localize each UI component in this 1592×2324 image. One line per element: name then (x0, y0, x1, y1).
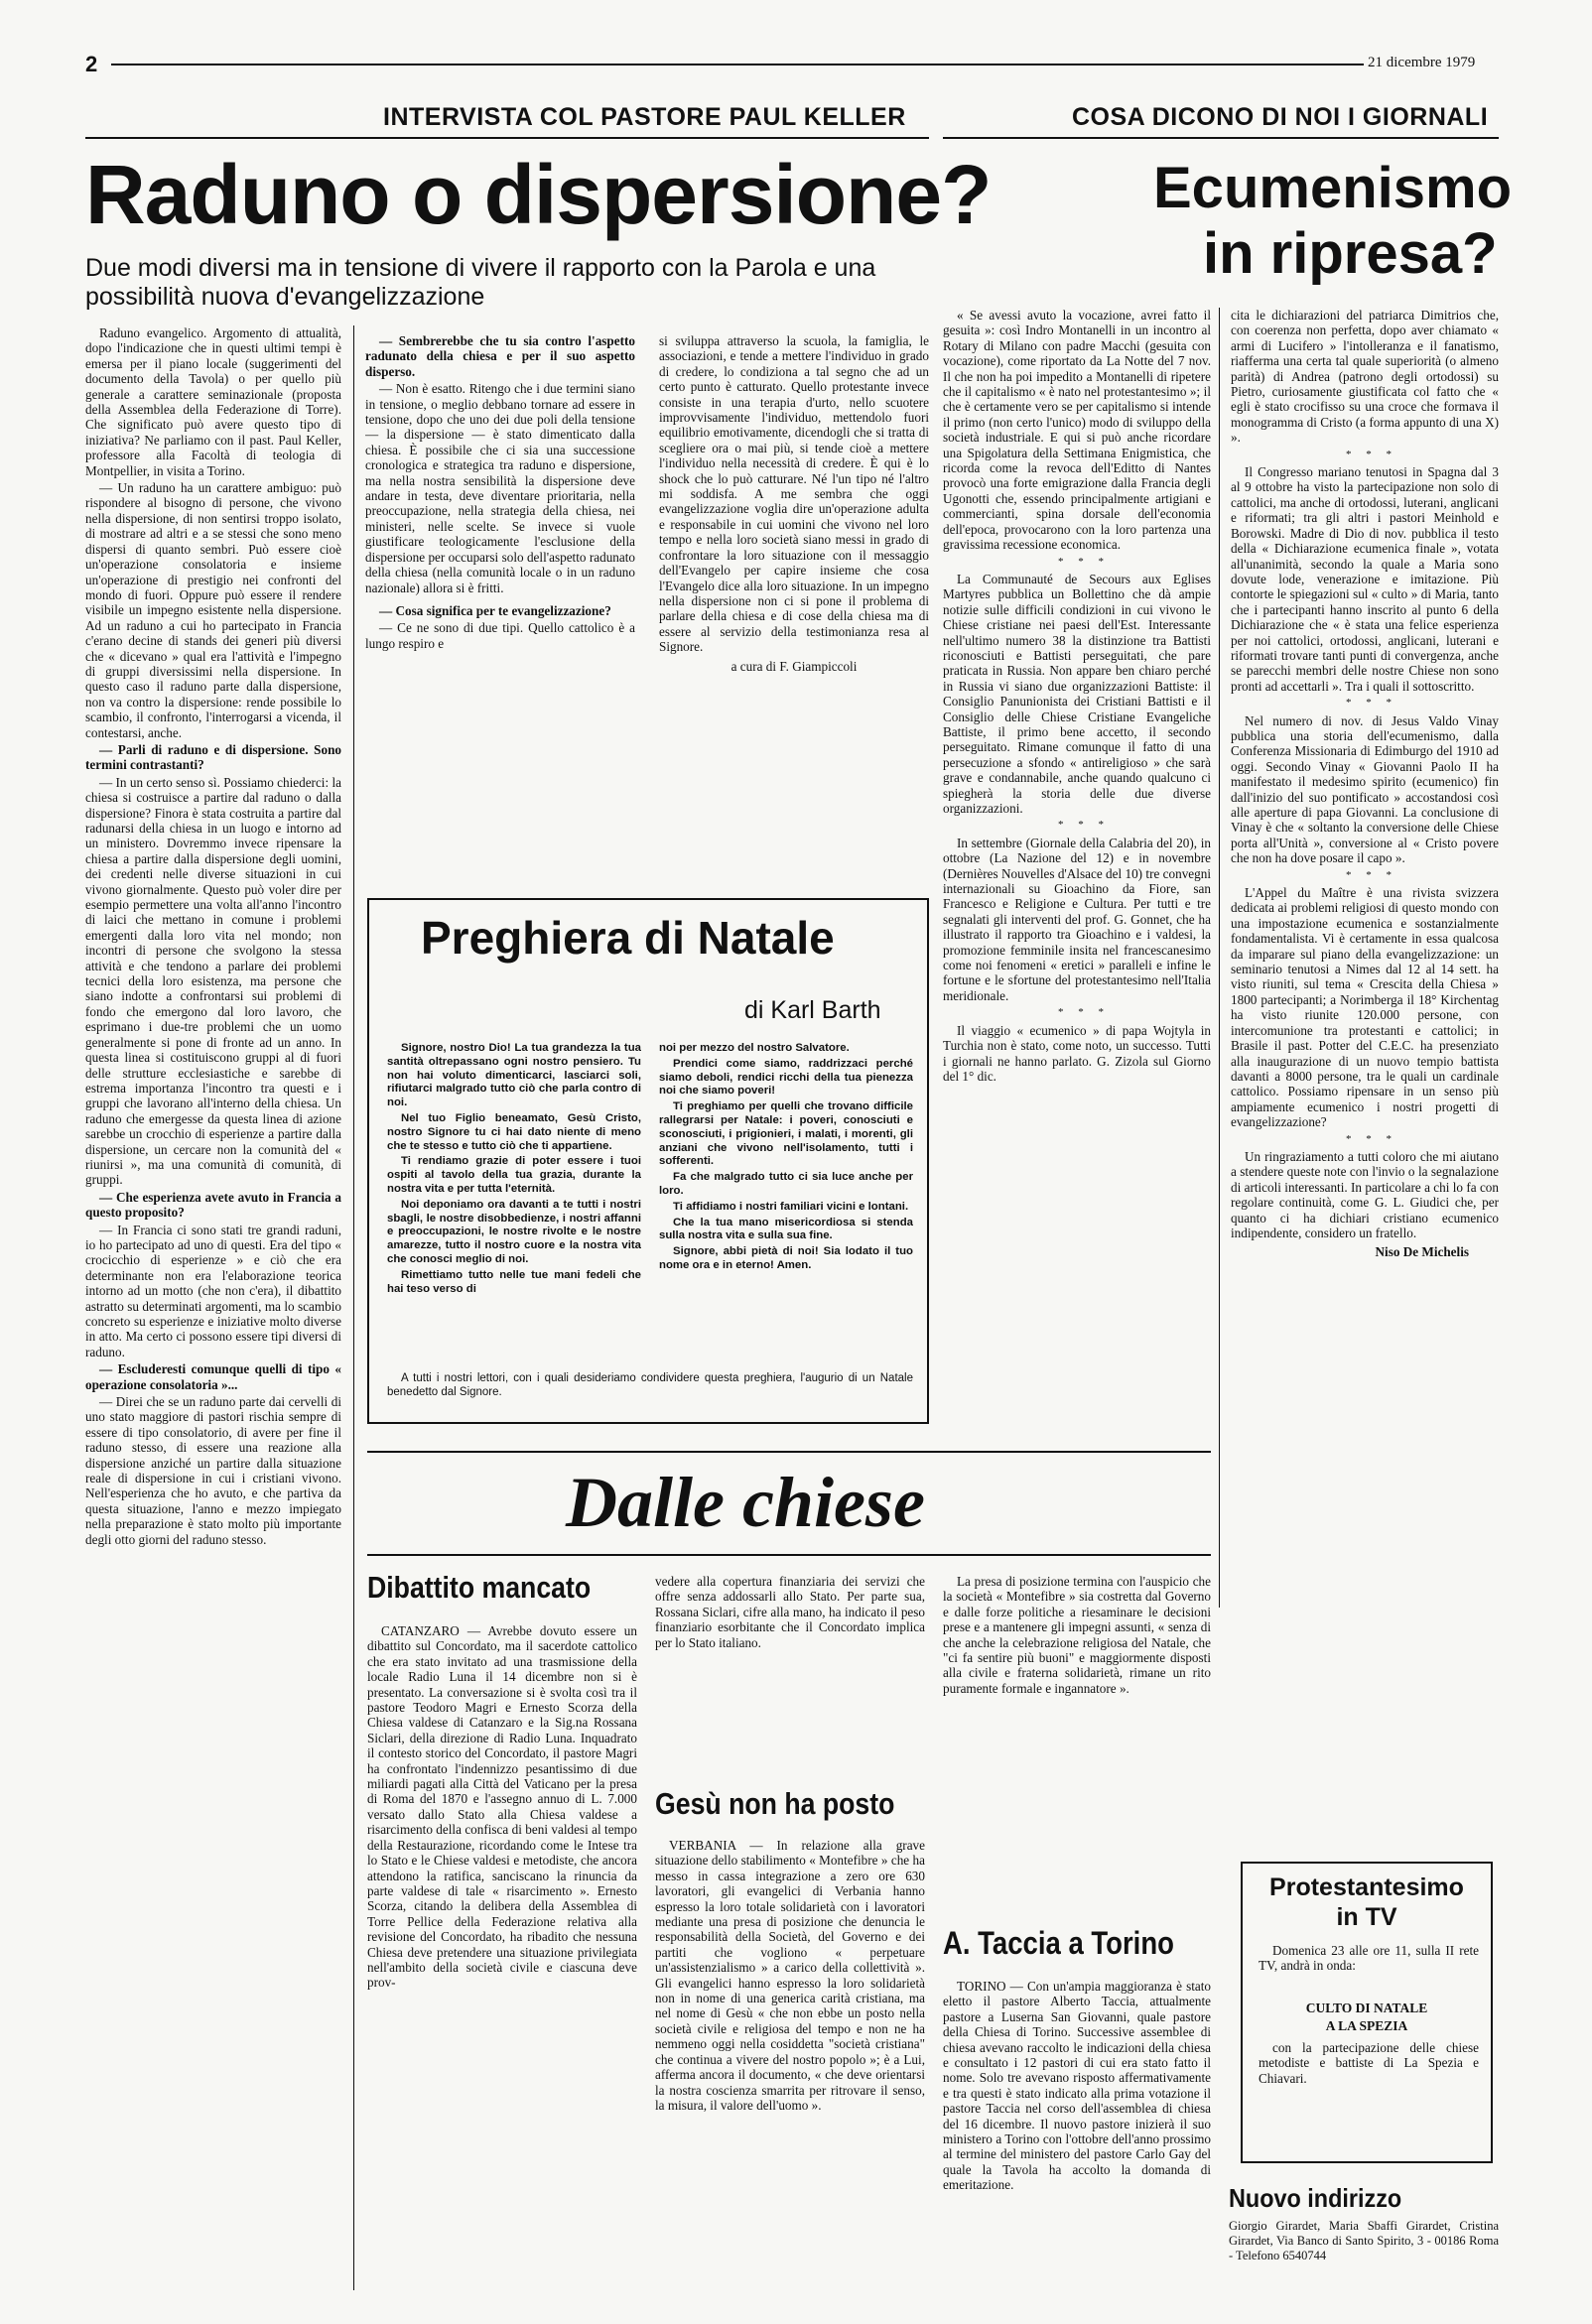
prayer-paragraph: noi per mezzo del nostro Salvatore. (659, 1042, 850, 1054)
answer-paragraph: — Un raduno ha un carattere ambiguo: può rispondere al bisogno di persone, che vivono nella dispersione, di non sentirsi troppo isolato, di mostrare ad altri e a se stessi che sono meno dispersi di quanto sembri. Può essere cioè un'operazione consolatoria e insieme un'operazione di prestigio nei confronti del mondo di fuori. Oppure può essere il rendere visibile un impegno esistente nella dispersione. Ad un raduno a cui ho partecipato in Francia c'erano decine di stands dei generi più diversi che « dicevano » qual era l'attività e l'impegno di gruppi diversissimi nella dispersione. In questo caso il raduno parte dalla dispersione, non va contro la dispersione: rende possibile lo scambio, il confronto, l'interrogarsi a vicenda, il contestarsi, anche. (85, 480, 341, 740)
prayer-paragraph: Ti preghiamo per quelli che trovano difficile rallegrarsi per Natale: i poveri, conosciuti e sconosciuti, i prigionieri, i malati, i morenti, gli anziani che vivono nell'isolamento, tutti i sofferenti. (659, 1100, 913, 1168)
tv-box-details: con la partecipazione delle chiese metodiste e battiste di La Spezia e Chiavari. (1259, 2040, 1479, 2086)
left-subhead: Due modi diversi ma in tensione di vivere il rapporto con la Parola e una possibilità nuova d'evangelizzazione (85, 254, 876, 311)
separator-stars: * * * (1058, 819, 1110, 832)
question: — Parli di raduno e di dispersione. Sono termini contrastanti? (85, 741, 341, 773)
address-title: Nuovo indirizzo (1229, 2183, 1402, 2213)
page-number: 2 (85, 52, 98, 76)
prayer-paragraph: Che la tua mano misericordiosa si stenda sulla nostra vita e sulla sua fine. (659, 1216, 913, 1242)
tv-box-program-line-1: CULTO DI NATALE (1305, 2001, 1428, 2015)
separator-stars: * * * (1346, 448, 1397, 460)
answer-paragraph: — Ce ne sono di due tipi. Quello cattolico è a lungo respiro e (365, 620, 635, 651)
question: — Cosa significa per te evangelizzazione? (379, 602, 611, 618)
article-2-col-b (943, 1574, 1211, 1911)
left-headline: Raduno o dispersione? (85, 148, 992, 241)
address-text: Giorgio Girardet, Maria Sbaffi Girardet, Cristina Girardet, Via Banco di Santo Spirito, 3 - 00186 Roma - Telefono 6540744 (1229, 2219, 1499, 2262)
question: — Sembrerebbe che tu sia contro l'aspetto radunato della chiesa e per il suo aspetto disperso. (365, 333, 635, 379)
page-date: 21 dicembre 1979 (1368, 55, 1476, 70)
chiese-banner: Dalle chiese (566, 1463, 925, 1542)
left-kicker-rule (85, 137, 929, 139)
article-paragraph: La presa di posizione termina con l'auspicio che la società « Montefibre » sia costretta dal Governo e dalle forze politiche a riesaminare le decisioni prese e a mantenere gli impegni assunti, « senza di che anche la celebrazione religiosa del Natale, che "ci fa sentire più buoni" e maggiormente disposti alla civile e fraterna solidarietà, rimane un rito puramente formale e ingannatore ». (943, 1574, 1211, 1696)
answer-paragraph: si sviluppa attraverso la scuola, la famiglia, le associazioni, e tende a mettere l'individuo in grado di credere, lo condiziona a tal segno che ad un certo punto è catturato. Quello protestante invece consiste in una terapia d'urto, nello scuotere improvvisamente l'individuo, mettendolo fuori equilibrio emotivamente, dicendogli che si tratta di scegliere ora o mai più, si tende cioè a mettere l'individuo nella necessità di credere. È qui è lo shock che lo può catturare. Né l'un tipo né l'altro mi soddisfa. A me sembra che oggi evangelizzazione voglia dire un'operazione adulta e responsabile in cui uomini che vivono nel loro tempo e nella loro società siano messi in grado di confrontare la loro situazione con il messaggio dell'Evangelo per capire insieme che cosa l'Evangelo dice alla loro situazione. In un impegno nella dispersione non ci si pone il problema di parlare della chiesa e di cose della chiesa ma di essere al servizio della testimonianza resa al Signore. (659, 333, 929, 655)
press-paragraph: L'Appel du Maître è una rivista svizzera dedicata ai problemi religiosi di questo mondo con una impostazione ecumenica e sostanzialmente fondamentalista. Vi è certamente in essa qualcosa da imparare sul piano della evangelizzazione: un seminario tenutosi a Nimes dal 12 al 14 sett. ha visto riuniti, sul tema « Crescita della Chiesa » 1800 partecipanti; a Norimberga il 18° Kirchentag ha visto riunite 120.000 persone, con intercomunione tra protestanti e cattolici; in Brasile il past. Potter del C.E.C. ha presenziato alla inaugurazione di un nuovo tempio battista davanti a 8000 persone, tra le quali un cardinale cattolico. Possiamo ripensare in un senso più ampiamente ecumenico i nostri progetti di evangelizzazione? (1231, 885, 1499, 1130)
prayer-paragraph: Prendici come siamo, raddrizzaci perché siamo deboli, rendici ricchi della tua pienezza noi che siamo poveri! (659, 1057, 913, 1097)
article-paragraph: TORINO — Con un'ampia maggioranza è stato eletto il pastore Alberto Taccia, attualmente pastore a Luserna San Giovanni, quale pastore della Chiesa di Torino. Successive assemblee di chiesa avevano raccolto le indicazioni della chiesa e consultato i 12 pastori di cui era stato fatto il nome. Solo tre avevano risposto affermativamente e tra questi è stato indicato alla prima votazione il pastore Taccia nel corso dell'assemblea di chiesa del 16 dicembre. Il nuovo pastore inizierà il suo ministero a Torino con l'ottobre dell'anno prossimo al termine del ministero del pastore Carlo Gay del quale la Tavola ha accolto la domanda di emeritazione. (943, 1979, 1211, 2193)
column-rule (1219, 308, 1220, 1608)
interview-col-1 (85, 325, 341, 2290)
left-kicker: INTERVISTA COL PASTORE PAUL KELLER (383, 103, 906, 131)
prayer-paragraph: Nel tuo Figlio beneamato, Gesù Cristo, nostro Signore tu ci hai dato niente di meno che te stesso e tutto ciò che ti appartiene. (387, 1111, 641, 1152)
byline: a cura di F. Giampiccoli (730, 658, 858, 674)
header-rule (111, 64, 1364, 65)
answer-paragraph: — Direi che se un raduno parte dai cervelli di uno stato maggiore di pastori rischia sempre di essere di tipo consolatorio, di avere per fine il raduno stesso, di essere una reazione alla dispersione anziché un partire dalla situazione reale di dispersione in cui i cristiani vivono. Nell'esperienza che ho avuto, e che partiva da questa situazione, l'anno e mezzo impiegato nella preparazione è stato molto più importante degli otto giorni del raduno stesso. (85, 1394, 341, 1547)
prayer-col-a (387, 1042, 641, 1359)
interview-col-2 (365, 333, 635, 889)
press-col-1 (943, 308, 1211, 1608)
press-paragraph: Il Congresso mariano tenutosi in Spagna dal 3 al 9 ottobre ha visto la partecipazione non solo di cattolici, ma anche di ortodossi, luterani, anglicani e riformati; tra gli altri i pastori Meinhold e Borowski. Madre di Dio di nov. pubblica il testo della « Dichiarazione ecumenica finale », votata all'unanimità, secondo la quale a Maria sono dovute lode, venerazione e imitazione. Più contorte le spiegazioni sul « culto » di Maria, tanto che i partecipanti hanno inscrito al punto 6 della Dichiarazione che « è stata una felice esperienza per noi cattolici, ortodossi, anglicani, luterani e riformati trovare tanti punti di convergenza, anche se parecchi membri delle nostre Chiese non sono pronti ad accettarli ». Tra i quali il sottoscritto. (1231, 464, 1499, 694)
press-paragraph: cita le dichiarazioni del patriarca Dimitrios che, con coerenza non perfetta, dopo aver chiamato « armi di Lucifero » l'intolleranza e il fanatismo, riafferma una certa tal quale superiorità (o almeno parità) di Andrea (patrono degli ortodossi) su Pietro, curiosamente giustificata col fatto che « egli è stato crocifisso su una croce che formava il monogramma di Cristo (a forma appunto di una X) ». (1231, 308, 1499, 446)
chiese-top-rule (367, 1451, 1211, 1453)
interview-col-3 (659, 333, 929, 889)
article-paragraph: vedere alla copertura finanziaria dei servizi che offre senza addossarli allo Stato. Per parte sua, Rossana Siclari, cifre alla mano, ha indicato il peso finanziario esorbitante che il Concordato implica per lo Stato italiano. (655, 1574, 925, 1650)
press-col-2 (1231, 308, 1499, 1826)
prayer-title: Preghiera di Natale (421, 912, 835, 964)
answer-paragraph: — Non è esatto. Ritengo che i due termini siano in tensione, o meglio debbano tornare ad essere in tensione, dopo che uno dei due poli della tensione — la dispersione — è stato dimenticato dalla chiesa. È possibile che ci sia una successione cronologica e strategica tra raduno e dispersione, ma nella nostra sensibilità la dispersione deve andare in testa, deve diventare prioritaria, nella preoccupazione, nella strategia della chiesa, nei ministeri, nelle scelte. Se invece si vuole giustificare teologicamente l'esclusione della dispersione per occuparsi solo dell'aspetto radunato della chiesa (nella comunità locale o in un raduno nazionale) allora si è fritti. (365, 381, 635, 595)
article-1-col-a (367, 1623, 637, 2298)
article-1-col-b (655, 1574, 925, 1762)
chiese-bottom-rule (367, 1554, 1211, 1556)
press-paragraph: In settembre (Giornale della Calabria del 20), in ottobre (La Nazione del 12) e in novembre (Dernières Nouvelles d'Alsace del 10) tre convegni internazionali su Gioachino da Fiore, san Francesco e Religione e Cultura. Per tutti e tre segnalati gli interventi del prof. G. Gonnet, che ha illustrato il rapporto tra Gioachino e i valdesi, la promozione femminile insita nel francescanesimo come noi fenomeni « eretici » paralleli e infine le fortune e le sfortune del protestantesimo nell'Italia meridionale. (943, 835, 1211, 1003)
question: — Escluderesti comunque quelli di tipo « operazione consolatoria »... (85, 1361, 341, 1392)
question: — Che esperienza avete avuto in Francia a questo proposito? (85, 1189, 341, 1221)
article-paragraph: CATANZARO — Avrebbe dovuto essere un dibattito sul Concordato, ma il sacerdote cattolico che era stato invitato ad una trasmissione della locale Radio Luna il 14 dicembre non si è presentato. La conversazione si è svolta così tra il pastore Teodoro Magri e Ernesto Scorza della Chiesa valdese di Catanzaro e la Sig.na Rossana Siclari, della direzione di Radio Luna. Inquadrato il contesto storico del Concordato, il pastore Magri ha confrontato l'indennizzo pesantissimo di due miliardi pagati alla Città del Vaticano per la presa di Roma del 1870 e l'assegno annuo di L. 7.000 versato dallo Stato alla Chiesa valdese a risarcimento della confisca di beni valdesi al tempo della Restaurazione, ricordando come le Intese tra lo Stato e le Chiese valdesi e metodiste, che ancora attendono la ratifica, sanciscano la rinuncia da parte valdese di tale « risarcimento ». Ernesto Scorza, citando la delibera della Assemblea di Torre Pellice della Federazione relativa alla revisione del Concordato, ha ribadito che nessuna Chiesa deve pretendere una situazione privilegiata nell'ambito della società civile e ciascuna deve prov- (367, 1623, 637, 1991)
tv-box-title-line-1: Protestantesimo (1269, 1873, 1464, 1901)
press-paragraph: Nel numero di nov. di Jesus Valdo Vinay pubblica una storia dell'ecumenismo, dalla Conferenza Missionaria di Edimburgo del 1910 ad oggi. Secondo Vinay « Giovanni Paolo II ha manifestato il medesimo spirito (ecumenico) fin dall'inizio del suo pontificato » accostandosi così alle aperture di papa Giovanni. La conclusione di Vinay è che « soltanto la conversione delle Chiese porta all'Unità », conversione al « Cristo povere che non ha dove posare il capo ». (1231, 712, 1499, 866)
right-headline-line-1: Ecumenismo (1153, 156, 1512, 220)
column-rule (353, 325, 354, 2290)
article-2-col-a (655, 1838, 925, 2300)
signature: Niso De Michelis (1375, 1244, 1469, 1260)
separator-stars: * * * (1346, 697, 1397, 710)
tv-box-intro: Domenica 23 alle ore 11, sulla II rete TV, andrà in onda: (1259, 1943, 1479, 1974)
separator-stars: * * * (1346, 868, 1397, 881)
prayer-paragraph: Fa che malgrado tutto ci sia luce anche per loro. (659, 1171, 913, 1197)
prayer-author: di Karl Barth (744, 996, 881, 1024)
press-paragraph: « Se avessi avuto la vocazione, avrei fatto il gesuita »: così Indro Montanelli in un incontro al Rotary di Milano con padre Macchi (gesuita con vocazione), come riportato da La Notte del 7 nov. Il che non ha poi impedito a Montanelli di ripetere che il capitalismo « è nato nel protestantesimo »; il che è certamente vero se per capitalismo si intende il primo (non certo l'unico) modo di sviluppo della società industriale. E qui si può anche ricordare una Spigolatura della Settimana Enigmistica, che ricorda come la revoca dell'Editto di Nantes provocò una forte emigrazione dalla Francia degli Ugonotti che, essendo principalmente artigiani e commercianti, spina dorsale dell'economia dell'epoca, provocarono con la loro partenza una gravissima recessione economica. (943, 308, 1211, 553)
article-3-col (943, 1979, 1211, 2300)
separator-stars: * * * (1058, 1006, 1110, 1019)
prayer-footer: A tutti i nostri lettori, con i quali desideriamo condividere questa preghiera, l'augurio di un Natale benedetto dal Signore. (387, 1372, 913, 1398)
press-paragraph: La Communauté de Secours aux Eglises Martyres pubblica un Bollettino che dà ampie notizie sulle difficili condizioni in cui vivono le Chiese cristiane nei paesi dell'Est. Interessante nell'ultimo numero 38 la distinzione tra Battisti riconosciuti e Battisti perseguitati, che pare praticata in Russia. Non appare ben chiaro perché in Russia vi siano due organizzazioni Battiste: il Consiglio Panunionista dei Cristiani Battisti e il Consiglio delle Chiese Cristiane Evangeliche Battiste, il primo bene accetto, il secondo perseguitato. Rimane comunque il fatto di una persecuzione a sfondo « antireligioso » che sarà grave e condannabile, anche quando qualcuno ci spiegherà la storia delle due diverse organizzazioni. (943, 571, 1211, 816)
prayer-col-b (659, 1042, 913, 1359)
prayer-paragraph: Noi deponiamo ora davanti a te tutti i nostri sbagli, le nostre disobbedienze, i nostri affanni e preoccupazioni, le nostre rivolte e le nostre amarezze, tutto il nostro cuore e la nostra vita che conosci meglio di noi. (387, 1198, 641, 1265)
article-1-title: Dibattito mancato (367, 1570, 592, 1605)
intro-paragraph: Raduno evangelico. Argomento di attualità, dopo l'indicazione che in questi ultimi tempi è emersa per il piano locale (suggerimenti del documento della Tavola) o per quello più generale a carattere seminazionale (proposta della Assemblea della Federazione di Torre). Che significato può avere questo tipo di iniziativa? Ne parliamo con il past. Paul Keller, professore alla Facoltà di teologia di Montpellier, in visita a Torino. (85, 325, 341, 478)
tv-box-program-line-2: A LA SPEZIA (1325, 2018, 1408, 2033)
answer-paragraph: — In un certo senso sì. Possiamo chiederci: la chiesa si costruisce a partire dal raduno o dalla dispersione? Finora è stata costruita a partire dal radunarsi della chiesa in un luogo e intorno ad un ministero. Dovremmo invece ripensare la chiesa a partire dalla dispersione degli uomini, dei credenti nelle diverse situazioni in cui vivono giornalmente. Questo può voler dire per esempio permettere una volta all'anno l'incontro di laici che mettano in comune i problemi emergenti dalla loro vita nel mondo; non incontri di persone che svolgono la stessa attività e che tendono a parlare dei problemi tecnici della loro esistenza, ma persone che siano indotte a confrontarsi sui problemi di fondo che emergono dal loro lavoro, che esprimano i due-tre problemi che un uomo generalmente si pone di fronte ad un anno. In questa linea si costituiscono gruppi al di fuori delle strutture ecclesiastiche e sarebbe di estrema importanza l'incontro tra questi e i gruppi che lavorano all'interno della chiesa. Un raduno che emergesse da questa linea di azione sarebbe un crocchio di esperienze a partire dalla dispersione, un cercare non la comunità del « riunirsi », ma una comunità di comunità, di gruppi. (85, 774, 341, 1188)
tv-box-title-line-2: in TV (1336, 1903, 1397, 1931)
prayer-paragraph: Signore, abbi pietà di noi! Sia lodato il tuo nome ora e in eterno! Amen. (659, 1245, 913, 1271)
prayer-paragraph: Ti affidiamo i nostri familiari vicini e lontani. (673, 1200, 909, 1213)
answer-paragraph: — In Francia ci sono stati tre grandi raduni, io ho partecipato ad uno di questi. Era del tipo « crocicchio di esperienze » e ciò che era determinante non era l'elaborazione teorica intorno ad un motto (che non c'era), il dibattito astratto su determinati argomenti, ma lo scambio concreto su esperienze e iniziative molto diverse in atto. Ma certo ci possono essere tipi diversi di raduno. (85, 1222, 341, 1359)
prayer-paragraph: Signore, nostro Dio! La tua grandezza la tua santità oltrepassano ogni nostro pensiero. Tu non hai voluto dimenticarci, lasciarci soli, rifiutarci malgrado tutto ciò che parla contro di noi. (387, 1042, 641, 1109)
separator-stars: * * * (1346, 1132, 1397, 1145)
article-3-title: A. Taccia a Torino (943, 1925, 1174, 1961)
prayer-paragraph: Rimettiamo tutto nelle tue mani fedeli che hai teso verso di (387, 1268, 641, 1295)
right-headline-line-2: in ripresa? (1203, 221, 1498, 286)
press-paragraph: Un ringraziamento a tutti coloro che mi aiutano a stendere queste note con l'invio o la segnalazione di articoli interessanti. In particolare a chi lo fa con regolare continuità, come G. L. Giudici che, per quanto ci ha dichiari cristiano ecumenico indipendente, considero un fratello. (1231, 1148, 1499, 1240)
right-kicker: COSA DICONO DI NOI I GIORNALI (1072, 103, 1489, 131)
separator-stars: * * * (1058, 555, 1110, 568)
prayer-paragraph: Ti rendiamo grazie di poter essere i tuoi ospiti al tavolo della tua grazia, durante la nostra vita e per tutta l'eternità. (387, 1155, 641, 1195)
article-2-title: Gesù non ha posto (655, 1786, 895, 1821)
press-paragraph: Il viaggio « ecumenico » di papa Wojtyla in Turchia non è stato, come noto, un successo. Tutti i giornali ne hanno parlato. G. Zizola sul Giorno del 1° dic. (943, 1022, 1211, 1084)
article-paragraph: VERBANIA — In relazione alla grave situazione dello stabilimento « Montefibre » che ha messo in cassa integrazione a zero ore 630 lavoratori, gli evangelici di Verbania hanno espresso la loro totale solidarietà con i lavoratori mediante una presa di posizione che denuncia le responsabilità della Società, del Governo e dei partiti che vogliono « perpetuare un'assistenzialismo » a carico della collettività ». Gli evangelici hanno espresso la loro solidarietà non in nome di una generica carità cristiana, ma nel nome di Gesù « che non ebbe un posto nella società civile e religiosa del tempo e non ne ha nemmeno oggi nella cosiddetta "società cristiana" che continua a vivere del nostro popolo »; è a Lui, afferma ancora il documento, « che deve orientarsi la nostra coscienza smarrita per ritrovare il senso, la misura, il valore dell'uomo ». (655, 1838, 925, 2113)
right-kicker-rule (943, 137, 1499, 139)
